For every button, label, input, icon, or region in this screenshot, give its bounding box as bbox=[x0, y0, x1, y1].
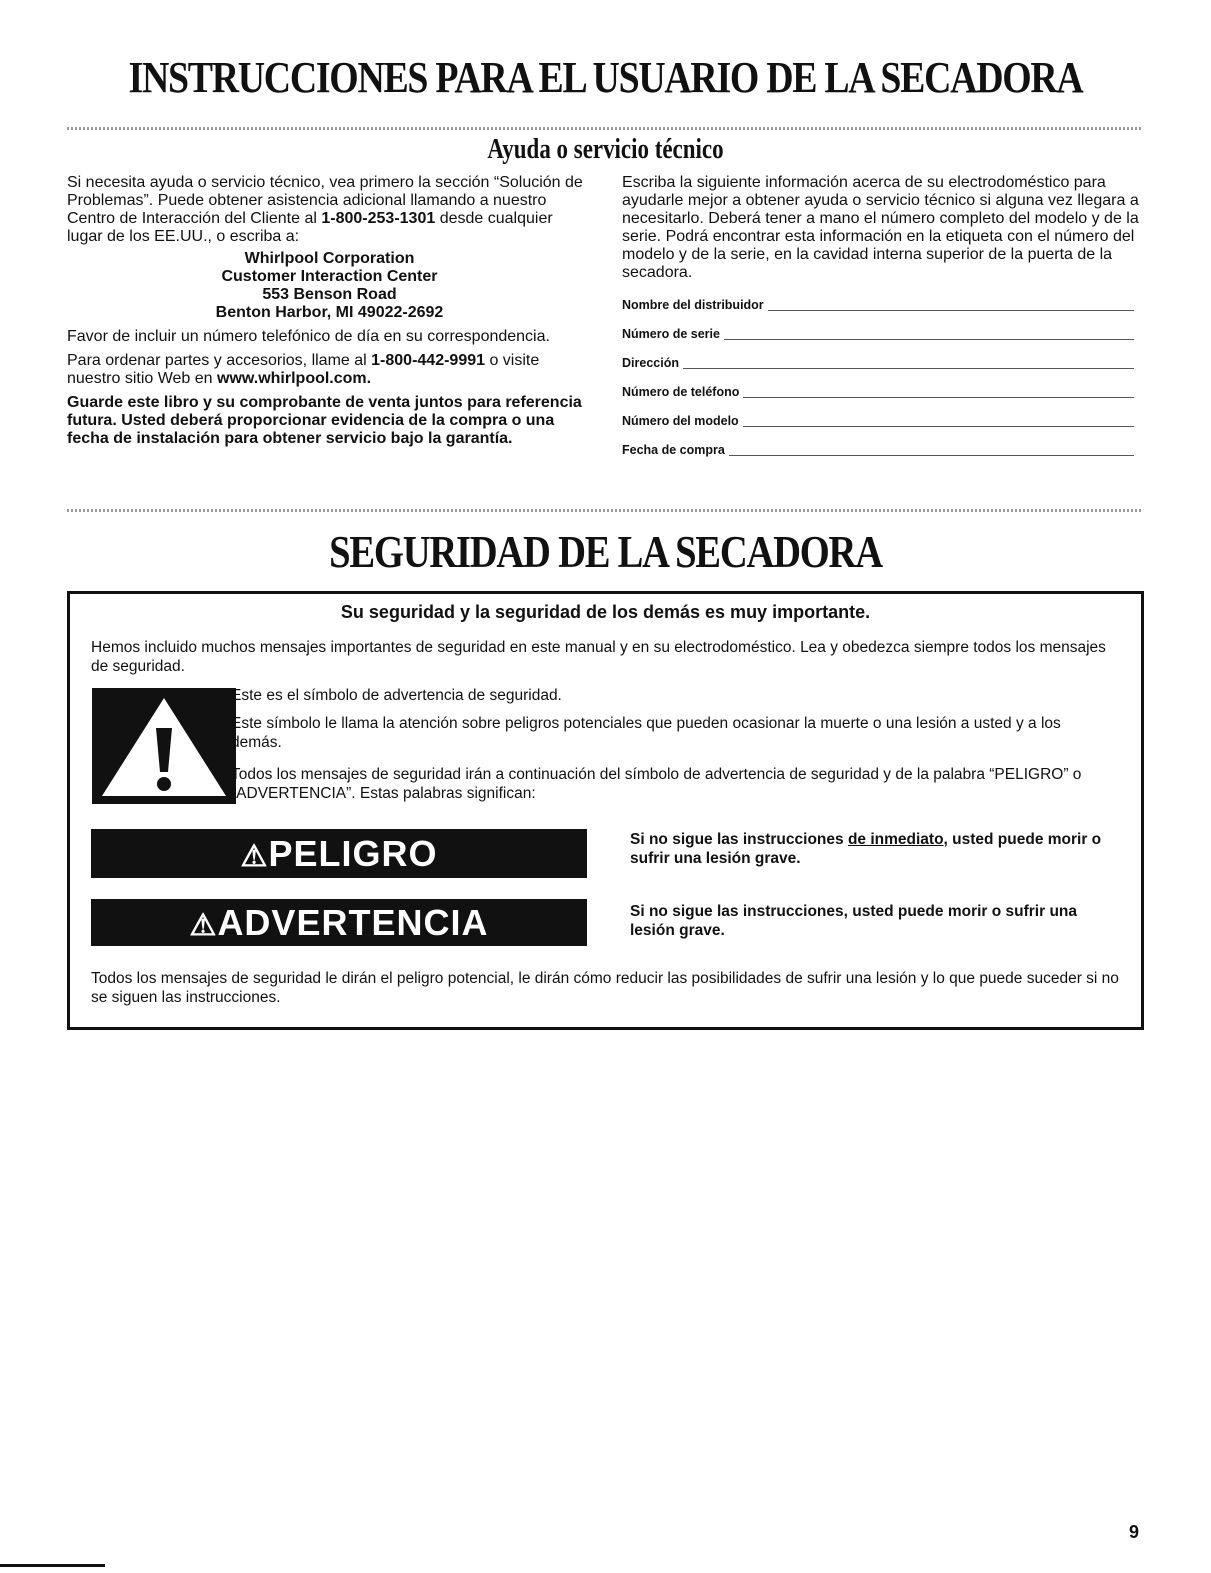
symbol-text-2: Este símbolo le llama la atención sobre peligros potenciales que pueden ocasionar la muerte o una lesión a usted y a los demás. bbox=[231, 715, 1061, 751]
danger-text-part: Si no sigue las instrucciones bbox=[630, 831, 848, 848]
field-purchase-date[interactable] bbox=[622, 438, 1134, 459]
field-label: Dirección bbox=[622, 356, 679, 370]
left-column bbox=[67, 174, 592, 448]
danger-text bbox=[630, 830, 1120, 868]
phone-number: 1-800-253-1301 bbox=[321, 210, 436, 227]
safety-alert-symbol bbox=[92, 688, 236, 804]
safety-footer: Todos los mensajes de seguridad le dirán el peligro potencial, le dirán cómo reducir las posibilidades de sufrir una lesión y lo que puede suceder si no se siguen las instrucciones. bbox=[91, 970, 1119, 1006]
website-link[interactable]: www.whirlpool.com. bbox=[217, 370, 372, 387]
field-label: Fecha de compra bbox=[622, 443, 725, 457]
field-label: Número del modelo bbox=[622, 414, 739, 428]
danger-banner bbox=[91, 829, 587, 878]
divider bbox=[67, 509, 1143, 512]
parts-text-2: o visite nuestro sitio Web en bbox=[67, 352, 540, 387]
keep-receipt-note: Guarde este libro y su comprobante de venta juntos para referencia futura. Usted deberá proporcionar evidencia de la compra o una fecha de instalación para obtener servicio bajo la garantía. bbox=[67, 394, 582, 447]
address-block bbox=[67, 250, 592, 322]
right-column bbox=[622, 174, 1142, 467]
field-label: Número de serie bbox=[622, 327, 720, 341]
help-text-2: desde cualquier lugar de los EE.UU., o escriba a: bbox=[67, 210, 553, 245]
warning-banner bbox=[91, 899, 587, 946]
danger-label: PELIGRO bbox=[268, 833, 438, 874]
parts-text: Para ordenar partes y accesorios, llame al bbox=[67, 352, 372, 369]
record-info-intro: Escriba la siguiente información acerca de su electrodoméstico para ayudarle mejor a obtener ayuda o servicio técnico si alguna vez llegara a necesitarlo. Deberá tener a mano el número completo del modelo y de la serie. Podrá encontrar esta información en la etiqueta con el número del modelo y de la serie, en la cavidad interna superior de la puerta de la secadora. bbox=[622, 174, 1139, 281]
alert-icon: ⚠ bbox=[189, 909, 218, 942]
safety-heading: Su seguridad y la seguridad de los demás es muy importante. bbox=[340, 602, 871, 622]
alert-icon: ⚠ bbox=[240, 840, 269, 873]
safety-title: SEGURIDAD DE LA SECADORA bbox=[329, 526, 882, 577]
safety-intro: Hemos incluido muchos mensajes importantes de seguridad en este manual y en su electrodoméstico. Lea y obedezca siempre todos los mensajes de seguridad. bbox=[91, 639, 1106, 675]
bottom-rule bbox=[0, 1564, 105, 1567]
field-model[interactable] bbox=[622, 409, 1134, 430]
address-line: Customer Interaction Center bbox=[221, 268, 438, 285]
address-line: Whirlpool Corporation bbox=[244, 250, 415, 267]
address-line: Benton Harbor, MI 49022-2692 bbox=[215, 304, 444, 321]
field-dealer[interactable] bbox=[622, 293, 1134, 314]
warning-label: ADVERTENCIA bbox=[217, 902, 489, 943]
parts-phone: 1-800-442-9991 bbox=[371, 352, 486, 369]
warning-text: Si no sigue las instrucciones, usted puede morir o sufrir una lesión grave. bbox=[630, 903, 1078, 939]
page-number: 9 bbox=[1129, 1522, 1140, 1542]
field-address[interactable] bbox=[622, 351, 1134, 372]
parts-paragraph bbox=[67, 352, 592, 388]
symbol-text-1: Este es el símbolo de advertencia de seguridad. bbox=[231, 687, 562, 704]
page-title: INSTRUCCIONES PARA EL USUARIO DE LA SECADORA bbox=[128, 53, 1083, 102]
help-text: Si necesita ayuda o servicio técnico, vea primero la sección “Solución de Problemas”. Puede obtener asistencia adicional llamando a nuestro Centro de Interacción del Cliente al bbox=[67, 174, 583, 227]
field-phone[interactable] bbox=[622, 380, 1134, 401]
section-title-help: Ayuda o servicio técnico bbox=[487, 134, 724, 165]
address-line: 553 Benson Road bbox=[262, 286, 397, 303]
symbol-text-3: Todos los mensajes de seguridad irán a continuación del símbolo de advertencia de seguridad y de la palabra “PELIGRO” o “ADVERTENCIA”. Estas palabras significan: bbox=[231, 766, 1082, 802]
danger-text-underlined: de inmediato bbox=[847, 831, 944, 848]
phone-note: Favor de incluir un número telefónico de día en su correspondencia. bbox=[67, 328, 550, 345]
field-label: Nombre del distribuidor bbox=[622, 298, 764, 312]
warning-triangle-icon bbox=[92, 688, 236, 804]
record-fields bbox=[622, 293, 1134, 459]
divider bbox=[67, 127, 1143, 130]
field-serial[interactable] bbox=[622, 322, 1134, 343]
safety-box bbox=[67, 591, 1144, 1030]
danger-text-part: , usted puede morir o sufrir una lesión grave. bbox=[630, 831, 1102, 867]
field-label: Número de teléfono bbox=[622, 385, 740, 399]
help-paragraph bbox=[67, 174, 592, 246]
